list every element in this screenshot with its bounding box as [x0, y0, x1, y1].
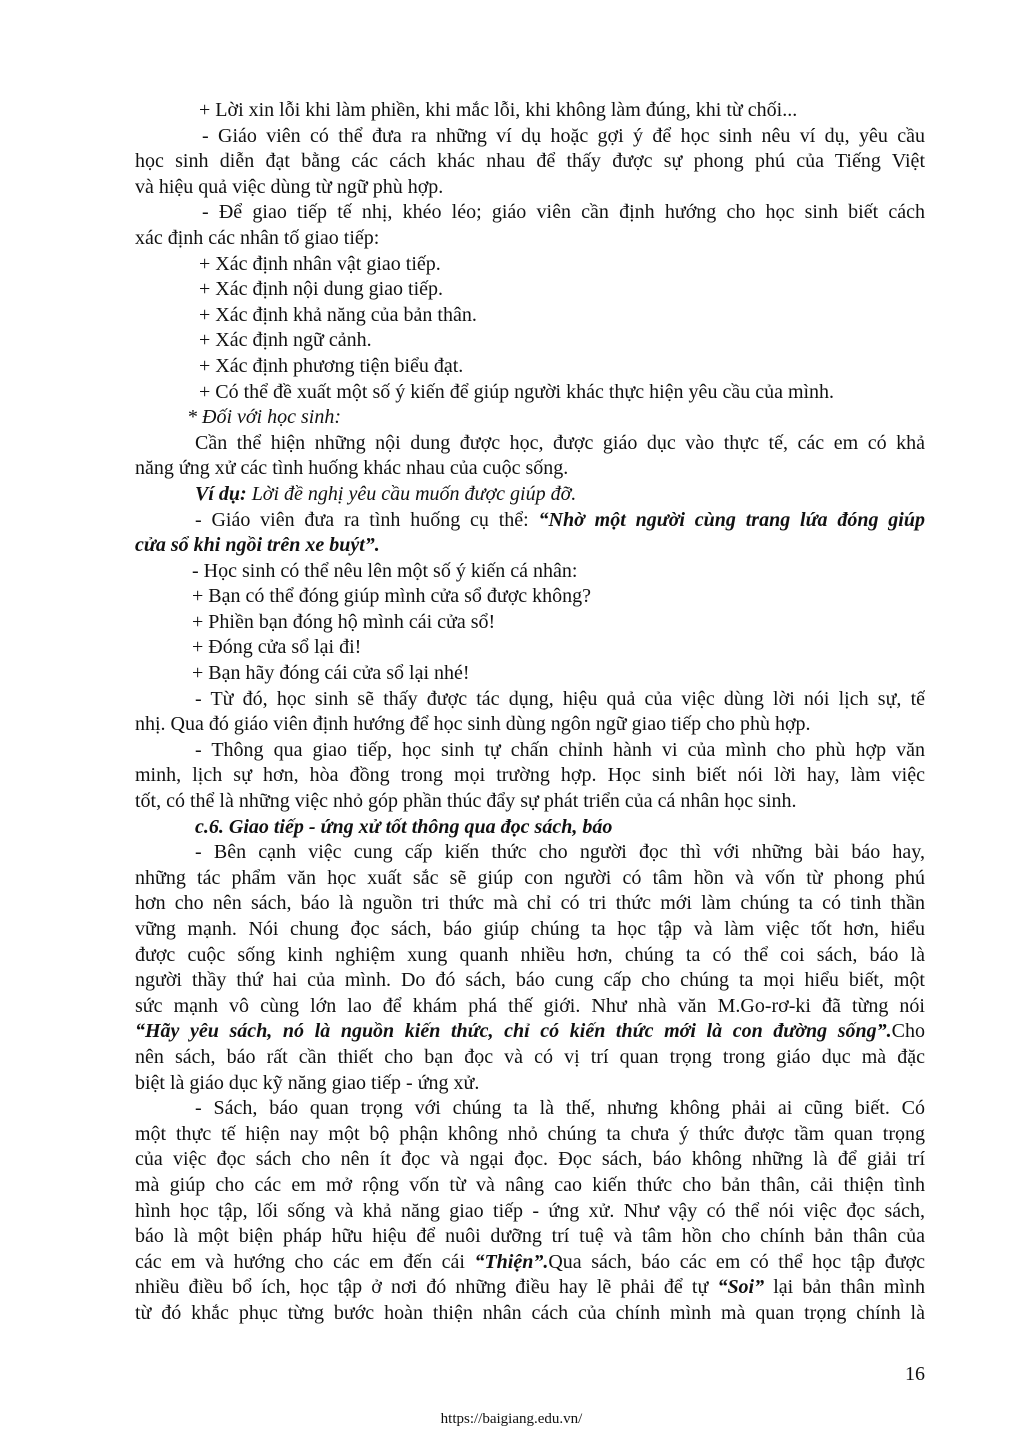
text-line: + Lời xin lỗi khi làm phiền, khi mắc lỗi, khi không làm đúng, khi từ chối...: [199, 99, 798, 121]
section-label: * Đối với học sinh:: [187, 406, 341, 429]
text-span: Qua sách, báo các em có thể học tập được: [548, 1250, 925, 1273]
footer-url[interactable]: https://baigiang.edu.vn/: [440, 1411, 583, 1427]
text-line: vững mạnh. Nói chung đọc sách, báo giúp chúng ta học tập và làm việc tốt hơn, hiểu: [135, 918, 925, 940]
text-line: một thực tế hiện nay một bộ phận không nhỏ chúng ta chưa ý thức được tầm quan trọng: [135, 1122, 925, 1145]
text-line: + Xác định khả năng của bản thân.: [199, 303, 477, 326]
emphasis-quote: “Nhờ một người cùng trang lứa đóng giúp: [538, 508, 925, 531]
text-line: - Từ đó, học sinh sẽ thấy được tác dụng, hiệu quả của việc dùng lời nói lịch sự, tế: [195, 687, 925, 710]
text-line: - Thông qua giao tiếp, học sinh tự chấn chỉnh hành vi của mình cho phù hợp văn: [195, 738, 925, 761]
text-span: Cho: [891, 1020, 925, 1043]
body-text: [135, 98, 925, 1327]
text-span: - Giáo viên đưa ra tình huống cụ thể:: [195, 508, 539, 531]
text-line: nhị. Qua đó giáo viên định hướng để học sinh dùng ngôn ngữ giao tiếp cho phù hợp.: [135, 713, 811, 736]
text-line: - Học sinh có thể nêu lên một số ý kiến cá nhân:: [192, 559, 578, 582]
text-line: và hiệu quả việc dùng từ ngữ phù hợp.: [135, 175, 444, 198]
text-line: + Bạn hãy đóng cái cửa sổ lại nhé!: [192, 662, 470, 685]
text-line: sức mạnh vô cùng lớn lao để khám phá thế giới. Như nhà văn M.Go-rơ-ki đã từng nói: [135, 994, 925, 1017]
text-line: [135, 482, 925, 508]
text-line: mà giúp cho các em mở rộng vốn từ và nâng cao kiến thức cho bản thân, cải thiện tình: [135, 1173, 925, 1196]
emphasis-quote: “Thiện”.: [474, 1250, 549, 1273]
text-line: người thầy thứ hai của mình. Do đó sách, báo cung cấp cho chúng ta mọi hiểu biết, một: [135, 969, 925, 992]
example-label: Ví dụ:: [195, 482, 247, 505]
text-line: năng ứng xử các tình huống khác nhau của cuộc sống.: [135, 457, 569, 480]
text-line: - Sách, báo quan trọng với chúng ta là thế, nhưng không phải ai cũng biết. Có: [195, 1097, 925, 1120]
text-line: Cần thể hiện những nội dung được học, được giáo dục vào thực tế, các em có khả: [195, 431, 925, 454]
text-span: nhiều điều bổ ích, học tập ở nơi đó những điều hay lẽ phải để tự: [135, 1276, 718, 1299]
text-line: [135, 1275, 925, 1301]
emphasis-quote: “Hãy yêu sách, nó là nguồn kiến thức, chỉ có kiến thức mới là con đường sống”.: [135, 1020, 892, 1043]
text-line: + Đóng cửa sổ lại đi!: [192, 636, 362, 659]
text-line: + Phiền bạn đóng hộ mình cái cửa sổ!: [192, 610, 496, 633]
text-line: + Xác định phương tiện biểu đạt.: [199, 354, 464, 377]
text-line: của việc đọc sách cho nên ít đọc và ngại đọc. Đọc sách, báo không những là để giải trí: [135, 1148, 925, 1171]
text-span: lại bản thân mình: [764, 1276, 925, 1299]
text-line: - Giáo viên có thể đưa ra những ví dụ hoặc gợi ý để học sinh nêu ví dụ, yêu cầu: [202, 124, 925, 147]
text-line: hơn cho nên sách, báo là nguồn tri thức mà chỉ có tri thức mới làm chúng ta có tinh thần: [135, 892, 925, 915]
emphasis-quote: cửa sổ khi ngồi trên xe buýt”.: [135, 534, 380, 557]
text-line: báo là một biện pháp hữu hiệu để nuôi dưỡng trí tuệ và tâm hồn cho chính bản thân của: [135, 1225, 925, 1248]
text-line: + Bạn có thể đóng giúp mình cửa sổ được không?: [192, 585, 592, 608]
text-line: [135, 1019, 925, 1045]
text-line: minh, lịch sự hơn, hòa đồng trong mọi trường hợp. Học sinh biết nói lời hay, làm việc: [135, 764, 925, 787]
text-line: + Xác định ngữ cảnh.: [199, 329, 372, 352]
text-line: từ đó khắc phục từng bước hoàn thiện nhân cách của chính mình mà quan trọng chính là: [135, 1301, 925, 1324]
text-line: biệt là giáo dục kỹ năng giao tiếp - ứng xử.: [135, 1071, 480, 1094]
page-number: 16: [905, 1363, 925, 1385]
text-line: [135, 508, 925, 534]
emphasis-quote: “Soi”: [717, 1276, 765, 1299]
text-line: - Để giao tiếp tế nhị, khéo léo; giáo viên cần định hướng cho học sinh biết cách: [202, 201, 925, 224]
text-line: tốt, có thể là những việc nhỏ góp phần thúc đẩy sự phát triển của cá nhân học sinh.: [135, 790, 797, 813]
text-line: học sinh diễn đạt bằng các cách khác nhau để thấy được sự phong phú của Tiếng Việt: [135, 150, 925, 173]
text-line: những tác phẩm văn học xuất sắc sẽ giúp con người có tâm hồn và vốn từ phong phú: [135, 866, 925, 889]
text-line: - Bên cạnh việc cung cấp kiến thức cho người đọc thì với những bài báo hay,: [195, 841, 925, 864]
text-line: xác định các nhân tố giao tiếp:: [135, 226, 380, 249]
text-line: nên sách, báo rất cần thiết cho bạn đọc và có vị trí quan trọng trong giáo dục mà đặc: [135, 1045, 925, 1068]
text-line: [135, 1250, 925, 1276]
example-text: Lời đề nghị yêu cầu muốn được giúp đỡ.: [246, 482, 577, 505]
section-heading: c.6. Giao tiếp - ứng xử tốt thông qua đọc sách, báo: [195, 815, 613, 838]
text-line: + Xác định nhân vật giao tiếp.: [199, 252, 441, 275]
text-line: + Xác định nội dung giao tiếp.: [199, 278, 444, 301]
text-line: được cuộc sống kinh nghiệm xung quanh nhiều hơn, chúng ta có thể coi sách, báo là: [135, 943, 925, 966]
text-line: + Có thể đề xuất một số ý kiến để giúp người khác thực hiện yêu cầu của mình.: [199, 380, 835, 403]
text-line: hình học tập, lối sống và khả năng giao tiếp - ứng xử. Như vậy có thể nói việc đọc sách,: [135, 1199, 925, 1222]
text-span: các em và hướng cho các em đến cái: [135, 1250, 475, 1273]
